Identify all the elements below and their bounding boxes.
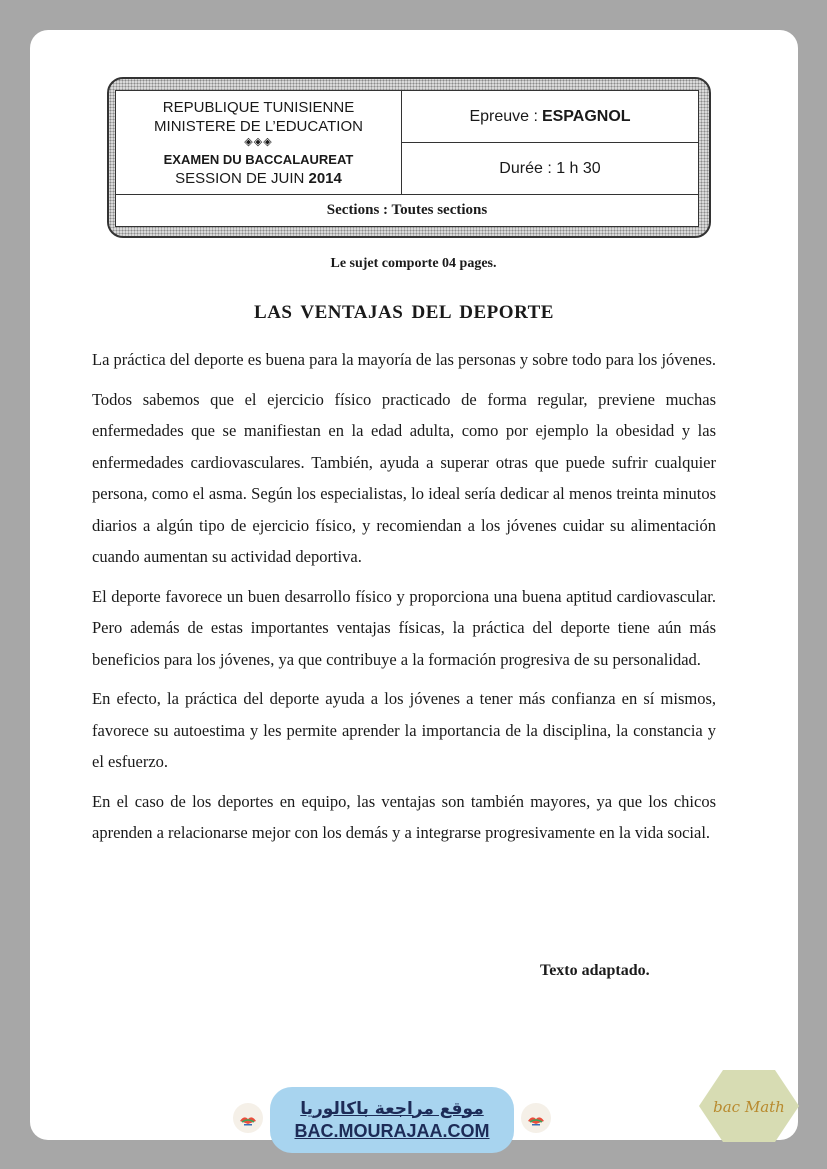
pages-note: Le sujet comporte 04 pages.	[330, 256, 497, 271]
ministry-name: MINISTERE DE L’EDUCATION	[154, 118, 363, 135]
text-body	[92, 344, 716, 857]
banner-url-link[interactable]: BAC.MOURAJAA.COM	[294, 1120, 490, 1141]
session-prefix: SESSION DE JUIN	[175, 170, 305, 187]
epreuve-label: Epreuve :	[469, 107, 538, 125]
bac-math-badge	[697, 1068, 801, 1144]
subject-name: ESPAGNOL	[541, 107, 631, 125]
badge-text: bac Math	[713, 1098, 785, 1116]
site-logo-icon	[521, 1103, 551, 1133]
country-name: REPUBLIQUE TUNISIENNE	[162, 99, 355, 116]
paragraph: En el caso de los deportes en equipo, las ventajas son también mayores, ya que los chicos aprenden a relacionarse mejor con los demás y a integrarse progresivamente en la vida social.	[92, 791, 716, 842]
sections-line: Sections : Toutes sections	[116, 194, 698, 226]
session-line	[116, 170, 401, 187]
duration-cell: Durée : 1 h 30	[499, 159, 601, 177]
exam-name: EXAMEN DU BACCALAUREAT	[163, 152, 354, 167]
header-box	[115, 90, 699, 227]
header-institution	[116, 91, 402, 194]
text-title: LAS VENTAJAS DEL DEPORTE	[254, 302, 554, 323]
paragraph: Todos sabemos que el ejercicio físico practicado de forma regular, previene muchas enfermedades que se manifiestan en la edad adulta, como por ejemplo la obesidad y las enfermedades cardiovasculares. También, ayuda a superar otras que puede sufrir cualquier persona, como el asma. Según los especialistas, lo ideal sería dedicar al menos treinta minutos diarios a algún tipo de ejercicio físico, y recomiendan a los jóvenes cuidar su alimentación cuando aumentan su actividad deportiva.	[92, 389, 716, 566]
site-banner[interactable]	[270, 1087, 514, 1153]
session-year: 2014	[308, 170, 342, 187]
ornament-icon: ◈◈◈	[244, 136, 273, 148]
site-logo-icon	[233, 1103, 263, 1133]
banner-arabic-text[interactable]: موقع مراجعة باكالوريا	[300, 1098, 484, 1119]
paragraph: El deporte favorece un buen desarrollo físico y proporciona una buena aptitud cardiovascular. Pero además de estas importantes ventajas físicas, la práctica del deporte tiene aún más beneficios para los jóvenes, ya que contribuye a la formación progresiva de su personalidad.	[92, 586, 716, 669]
source-note: Texto adaptado.	[540, 962, 650, 979]
paragraph: En efecto, la práctica del deporte ayuda a los jóvenes a tener más confianza en sí mismos, favorece su autoestima y les permite aprender la importancia de la disciplina, la constancia y el esfuerzo.	[92, 689, 716, 771]
subject-cell	[402, 91, 698, 143]
paragraph: La práctica del deporte es buena para la mayoría de las personas y sobre todo para los jóvenes.	[92, 350, 717, 369]
